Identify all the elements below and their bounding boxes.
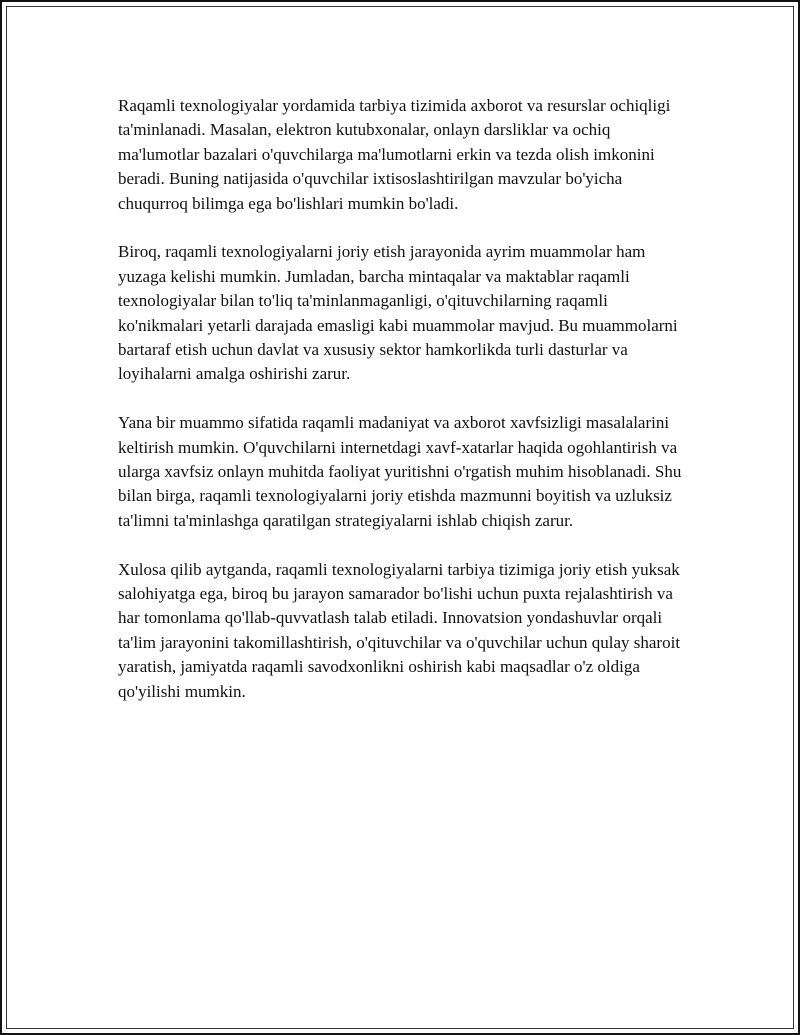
paragraph-2: Biroq, raqamli texnologiyalarni joriy etish jarayonida ayrim muammolar ham yuzaga kelishi mumkin. Jumladan, barcha mintaqalar va maktablar raqamli texnologiyalar bilan to'liq ta'minlanmaganligi, o'qituvchilarning raqamli ko'nikmalari yetarli darajada emasligi kabi muammolar mavjud. Bu muammolarni bartaraf etish uchun davlat va xususiy sektor hamkorlikda turli dasturlar va loyihalarni amalga oshirishi zarur. <box>118 242 678 384</box>
document-body <box>118 94 683 729</box>
paragraph-1: Raqamli texnologiyalar yordamida tarbiya tizimida axborot va resurslar ochiqligi ta'minlanadi. Masalan, elektron kutubxonalar, onlayn darsliklar va ochiq ma'lumotlar bazalari o'quvchilarga ma'lumotlarni erkin va tezda olish imkonini beradi. Buning natijasida o'quvchilar ixtisoslashtirilgan mavzular bo'yicha chuqurroq bilimga ega bo'lishlari mumkin bo'ladi. <box>118 96 671 213</box>
paragraph-4: Xulosa qilib aytganda, raqamli texnologiyalarni tarbiya tizimiga joriy etish yuksak salohiyatga ega, biroq bu jarayon samarador bo'lishi uchun puxta rejalashtirish va har tomonlama qo'llab-quvvatlash talab etiladi. Innovatsion yondashuvlar orqali ta'lim jarayonini takomillashtirish, o'qituvchilar va o'quvchilar uchun qulay sharoit yaratish, jamiyatda raqamli savodxonlikni oshirish kabi maqsadlar o'z oldiga qo'yilishi mumkin. <box>118 559 681 701</box>
paragraph-3: Yana bir muammo sifatida raqamli madaniyat va axborot xavfsizligi masalalarini keltirish mumkin. O'quvchilarni internetdagi xavf-xatarlar haqida ogohlantirish va ularga xavfsiz onlayn muhitda faoliyat yuritishni o'rgatish muhim hisoblanadi. Shu bilan birga, raqamli texnologiyalarni joriy etishda mazmunni boyitish va uzluksiz ta'limni ta'minlashga qaratilgan strategiyalarni ishlab chiqish zarur. <box>118 413 682 530</box>
